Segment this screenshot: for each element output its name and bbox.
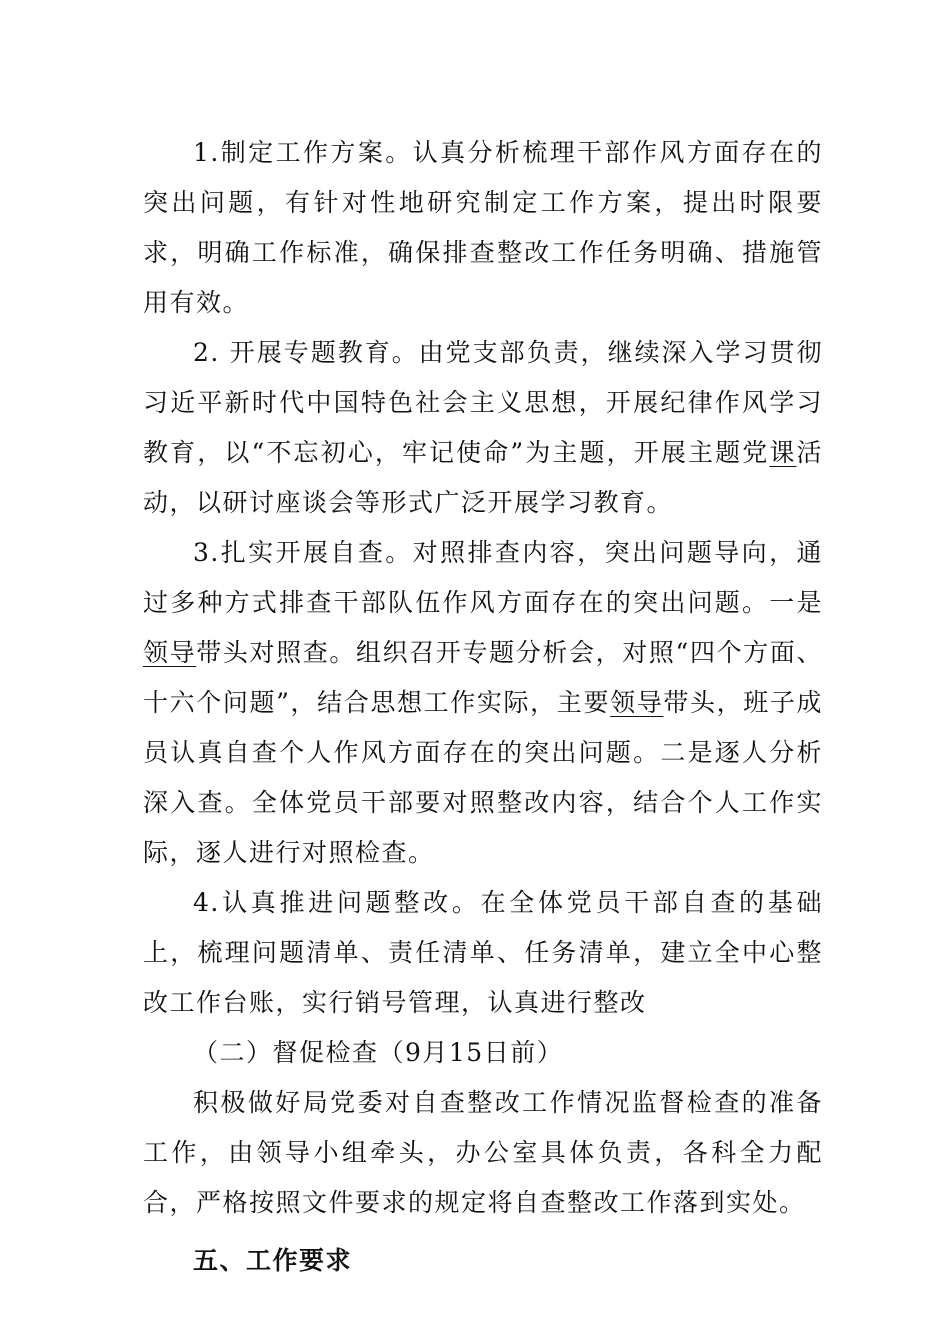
work-plan-text: 1.制定工作方案。认真分析梳理干部作风方面存在的突出问题，有针对性地研究制定工作方案，提出时限要求，明确工作标准，确保排查整改工作任务明确、措施管用有效。: [143, 138, 823, 317]
rectification-paragraph: [143, 878, 823, 1028]
special-education-text-2: 活动，以研讨座谈会等形式广泛开展学习教育。: [143, 438, 823, 517]
special-education-text-1: 2. 开展专题教育。由党支部负责，继续深入学习贯彻习近平新时代中国特色社会主义思想，开展纪律作风学习教育，以“不忘初心，牢记使命”为主题，开展主题党: [143, 338, 823, 467]
self-inspection-text-3: 带头，班子成员认真自查个人作风方面存在的突出问题。二是逐人分析深入查。全体党员干部要对照整改内容，结合个人工作实际，逐人进行对照检查。: [143, 688, 823, 867]
underlined-word-lingdao-2: 领导: [610, 688, 664, 717]
self-inspection-text-2: 带头对照查。组织召开专题分析会，对照“四个方面、十六个问题”，结合思想工作实际，主要: [143, 638, 823, 717]
self-inspection-paragraph: [143, 528, 823, 878]
supervision-paragraph: [143, 1078, 823, 1228]
underlined-word-ke: 课: [769, 438, 797, 467]
self-inspection-text-1: 3.扎实开展自查。对照排查内容，突出问题导向，通过多种方式排查干部队伍作风方面存在的突出问题。一是: [143, 538, 823, 617]
supervision-subheading: （二）督促检查（9月15日前）: [193, 1038, 564, 1067]
special-education-paragraph: [143, 328, 823, 528]
underlined-word-lingdao-1: 领导: [143, 638, 197, 667]
rectification-text: 4.认真推进问题整改。在全体党员干部自查的基础上，梳理问题清单、责任清单、任务清单，建立全中心整改工作台账，实行销号管理，认真进行整改: [143, 888, 823, 1017]
document-body: [143, 128, 823, 1286]
supervision-text: 积极做好局党委对自查整改工作情况监督检查的准备工作，由领导小组牵头，办公室具体负责，各科全力配合，严格按照文件要求的规定将自查整改工作落到实处。: [143, 1088, 823, 1217]
work-plan-paragraph: [143, 128, 823, 328]
section-five-heading: 五、工作要求: [193, 1246, 353, 1275]
